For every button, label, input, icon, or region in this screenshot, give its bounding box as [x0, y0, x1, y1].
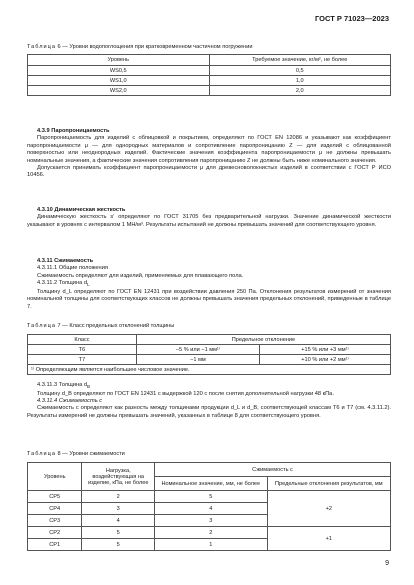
section-4-3-11-3: 4.3.11.3 Толщина $d_B$ Толщину d_B определяют по ГОСТ EN 12431 с выдержкой 120 с после снятия дополнительной нагрузки 48 кПа. 4.3.11.4 Сжимаемость c Сжимаемость c определяют как разность между толщинами продукции d_L и d_B, соответствующей классам T6 и T7 (см. 4.3.11.2). Результаты измерений не должны превышать значений, указанных в таблице 8 для соответствующего уровня. [27, 382, 391, 419]
table-row: CP5 2 5 +2 [28, 491, 391, 503]
table-row: WS2,0 2,0 [28, 86, 391, 96]
table-row: CP1 5 1 [28, 539, 391, 551]
table7-note: ¹⁾ Определяющим является наибольшее числовое значение. [28, 365, 391, 375]
table7: Класс Предельное отклонение T6 −5 % или −1 мм¹⁾ +15 % или +3 мм¹⁾ T7 −1 мм +10 % или +2 мм¹⁾ ¹⁾ Определяющим является наибольшее числовое значение. [27, 334, 391, 375]
section-4-3-11: 4.3.11 Сжимаемость 4.3.11.1 Общие положения Сжимаемость определяют для изделий, применяемых для плавающего пола. 4.3.11.2 Толщина $d_L$ Толщину d_L определяют по ГОСТ EN 12431 при воздействии давления 250 Па. Отклонения результатов измерений от значения номинальной толщины для соответствующих классов не должны превышать значения предельных отклонений, приведенные в таблице 7. [27, 258, 391, 310]
table-row: T6 −5 % или −1 мм¹⁾ +15 % или +3 мм¹⁾ [28, 345, 391, 355]
table-row: CP4 3 4 [28, 503, 391, 515]
table6: Уровень Требуемое значение, кг/м², не более WS0,5 0,5 WS1,0 1,0 WS2,0 2,0 [27, 54, 391, 96]
table-row: T7 −1 мм +10 % или +2 мм¹⁾ [28, 355, 391, 365]
section-4-3-9: 4.3.9 Паропроницаемость Паропроницаемость для изделий с облицовкой и покрытием, определяют по ГОСТ EN 12086 и указывают как коэффициент паропроницаемости μ — для однородных материалов и сопротивление паропроницанию Z — для изделий с облицованной поверхностью или неоднородных изделий. Фактические значения коэффициента паропроницаемости μ не должны превышать номинальные значения, а фактические значения сопротивления паропроницанию Z не должны быть ниже номинального значения. Допускается принимать коэффициент паропроницаемости μ для древесноволокнистых изделий в соответствии с ГОСТ Р ИСО 10456. [27, 128, 391, 179]
page-number: 9 [385, 560, 389, 567]
table8: Уровень Нагрузка, воздействующая на изделие, кПа, не более Сжимаемость c Номинальное значение, мм, не более Предельные отклонения результатов, мм CP5 2 5 +2 CP4 3 4 CP3 4 3 CP2 5 2 +1 CP1 5 1 [27, 462, 391, 551]
table-row: WS0,5 0,5 [28, 66, 391, 76]
table-row: WS1,0 1,0 [28, 76, 391, 86]
table-row: CP2 5 2 +1 [28, 527, 391, 539]
table-row: CP3 4 3 [28, 515, 391, 527]
table6-caption: Таблица 6 — Уровни водопоглощения при кратковременном частичном погружении [27, 44, 253, 50]
section-4-3-10: 4.3.10 Динамическая жесткость Динамическую жесткость s' определяют по ГОСТ 31705 без предварительной нагрузки. Значение динамической жесткости указывают в уровнях с интервалом 1 МН/м³. Результаты испытаний не должны превышать значений для соответствующего уровня. [27, 207, 391, 228]
table8-caption: Таблица 8 — Уровни сжимаемости [27, 451, 125, 457]
page-header: ГОСТ Р 71023—2023 [314, 14, 389, 23]
table7-caption: Таблица 7 — Класс предельных отклонений толщины [27, 323, 175, 329]
